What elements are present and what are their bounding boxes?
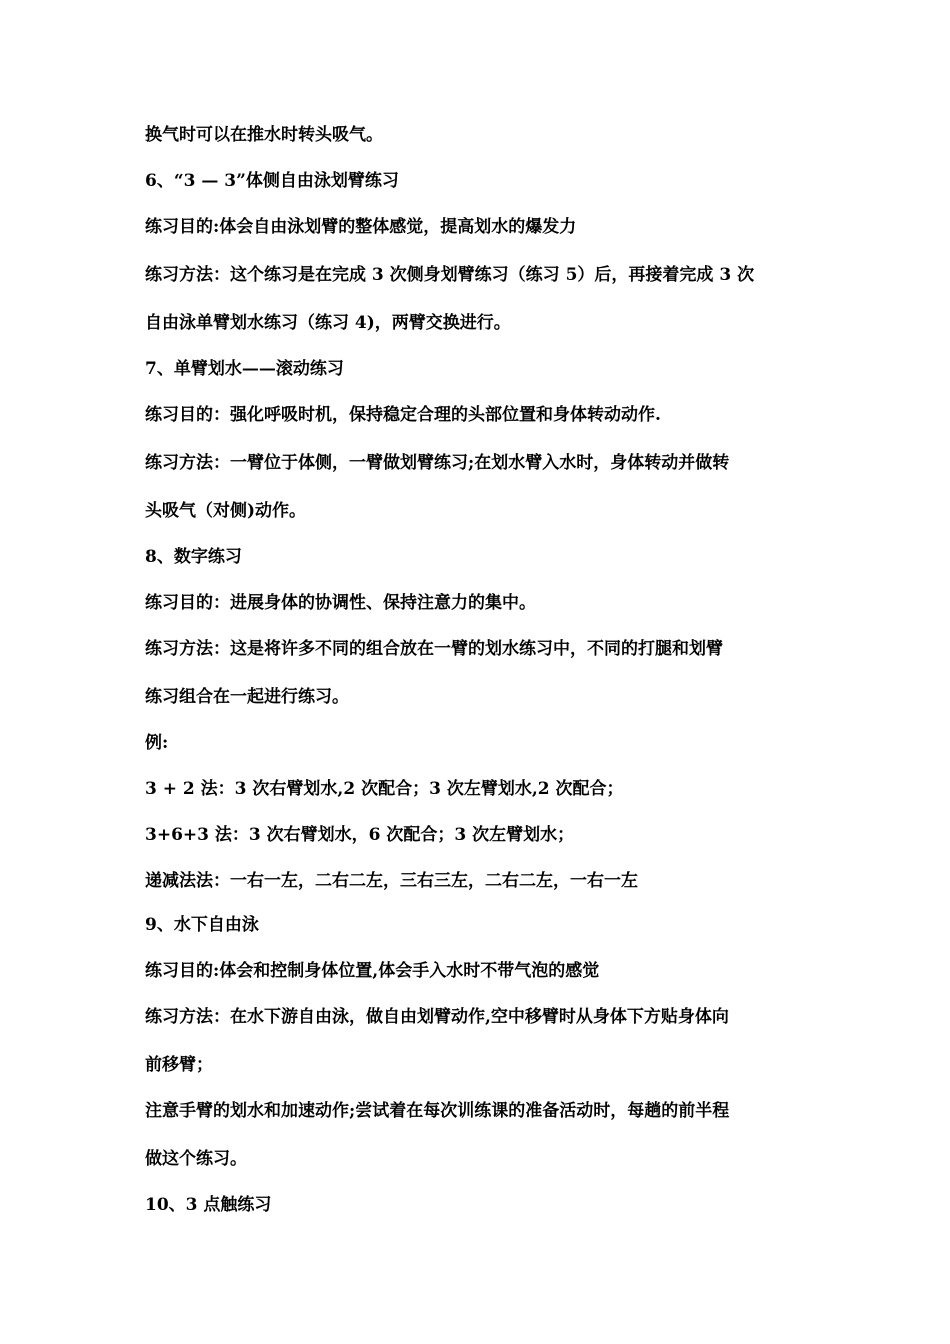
section-heading-9: 9、水下自由泳 bbox=[145, 915, 259, 935]
text-line: 练习目的:体会自由泳划臂的整体感觉，提高划水的爆发力 bbox=[145, 217, 577, 237]
text-line: 自由泳单臂划水练习（练习 4)，两臂交换进行。 bbox=[145, 313, 511, 333]
section-heading-10: 10、3 点触练习 bbox=[145, 1195, 272, 1215]
text-line: 前移臂； bbox=[145, 1055, 213, 1075]
text-line: 做这个练习。 bbox=[145, 1149, 247, 1169]
text-line: 换气时可以在推水时转头吸气。 bbox=[145, 125, 383, 145]
text-line: 练习目的：进展身体的协调性、保持注意力的集中。 bbox=[145, 593, 536, 613]
text-line: 练习方法：一臂位于体侧，一臂做划臂练习;在划水臂入水时，身体转动并做转 bbox=[145, 453, 730, 473]
section-heading-7: 7、单臂划水——滚动练习 bbox=[145, 359, 344, 379]
text-line: 练习方法：在水下游自由泳，做自由划臂动作,空中移臂时从身体下方贴身体向 bbox=[145, 1007, 729, 1027]
text-line: 递减法法：一右一左，二右二左，三右三左，二右二左，一右一左 bbox=[145, 871, 638, 891]
text-line: 例: bbox=[145, 733, 169, 753]
text-line: 练习组合在一起进行练习。 bbox=[145, 687, 349, 707]
text-line: 练习方法：这是将许多不同的组合放在一臂的划水练习中，不同的打腿和划臂 bbox=[145, 639, 723, 659]
text-line: 3+6+3 法：3 次右臂划水，6 次配合；3 次左臂划水； bbox=[145, 825, 575, 845]
text-line: 练习目的：强化呼吸时机，保持稳定合理的头部位置和身体转动动作. bbox=[145, 405, 661, 425]
text-line: 练习方法：这个练习是在完成 3 次侧身划臂练习（练习 5）后，再接着完成 3 次 bbox=[145, 265, 755, 285]
text-line: 注意手臂的划水和加速动作;尝试着在每次训练课的准备活动时，每趟的前半程 bbox=[145, 1101, 730, 1121]
section-heading-6: 6、“3 — 3”体侧自由泳划臂练习 bbox=[145, 171, 399, 191]
text-line: 头吸气（对侧)动作。 bbox=[145, 501, 307, 521]
text-line: 练习目的:体会和控制身体位置,体会手入水时不带气泡的感觉 bbox=[145, 961, 600, 981]
text-line: 3 + 2 法：3 次右臂划水,2 次配合；3 次左臂划水,2 次配合； bbox=[145, 779, 624, 799]
section-heading-8: 8、数字练习 bbox=[145, 547, 242, 567]
